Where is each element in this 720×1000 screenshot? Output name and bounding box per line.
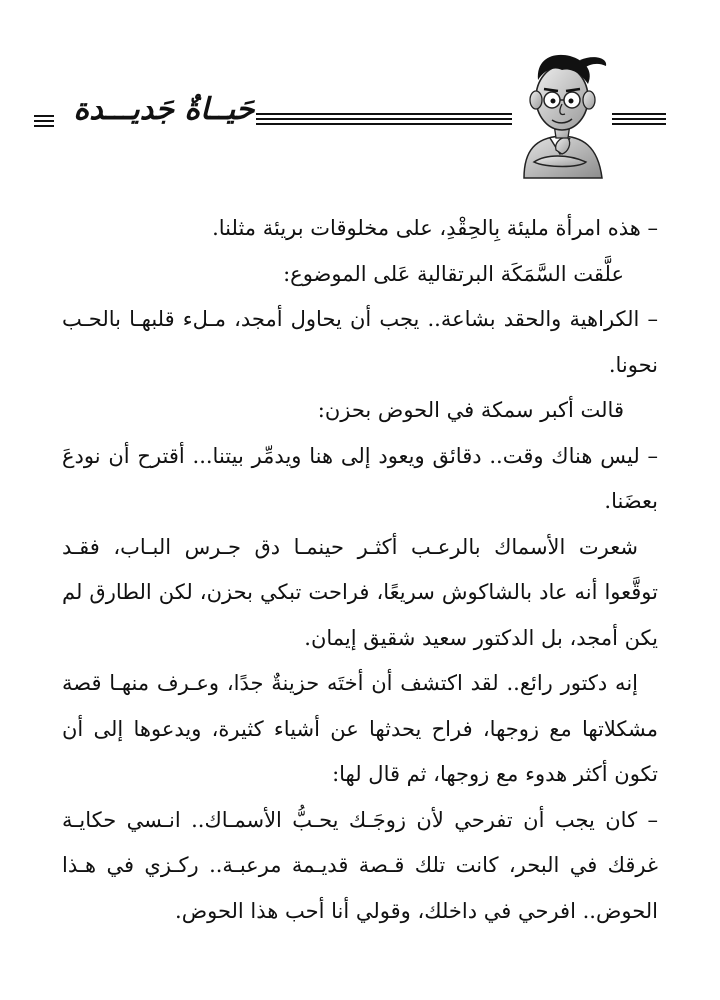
dialog-line: – كان يجب أن تفرحي لأن زوجَـك يحـبُّ الأسمـاك.. انـسي حكايـة غرقك في البحر، كانت تلك قـصة قديـمة مرعبـة.. ركـزي في هـذا الحوض.. افرحي في داخلك، وقولي أنا أحب هذا الحوض. [62, 807, 658, 923]
narration-paragraph: شعرت الأسماك بالرعـب أكثـر حينمـا دق جـرس البـاب، فقـد توقَّعوا أنه عاد بالشاكوش سريعًا، فراحت تبكي بحزن، لكن الطارق لم يكن أمجد، بل الدكتور سعيد شقيق إيمان. [62, 534, 658, 650]
dialog-line: – ليس هناك وقت.. دقائق ويعود إلى هنا ويدمِّر بيتنا... أقترح أن نودعَ بعضَنا. [62, 443, 658, 513]
story-text [62, 206, 658, 934]
cartoon-character-illustration [510, 50, 620, 180]
narration-line: علَّقت السَّمَكَة البرتقالية عَلى الموضوع: [283, 261, 624, 286]
page-title: حَيــاةٌ جَديـــدة [73, 92, 255, 127]
page-header [0, 50, 720, 190]
dialog-line: – الكراهية والحقد بشاعة.. يجب أن يحاول أمجد، مـلء قلبهـا بالحـب نحونا. [62, 307, 658, 377]
decorative-rule-middle [256, 113, 512, 127]
narration-line: قالت أكبر سمكة في الحوض بحزن: [317, 398, 624, 422]
narration-paragraph: إنه دكتور رائع.. لقد اكتشف أن أختَه حزينةٌ جدًا، وعـرف منهـا قصة مشكلاتها مع زوجها، فراح يحدثها عن أشياء كثيرة، ويدعوها إلى أن تكون أكثر هدوء مع زوجها، ثم قال لها: [62, 671, 658, 786]
decorative-rule-left-end [34, 115, 54, 127]
decorative-rule-right [612, 113, 666, 127]
dialog-line: – هذه امرأة مليئة بِالحِقْدِ، على مخلوقات بريئة مثلنا. [212, 216, 658, 240]
